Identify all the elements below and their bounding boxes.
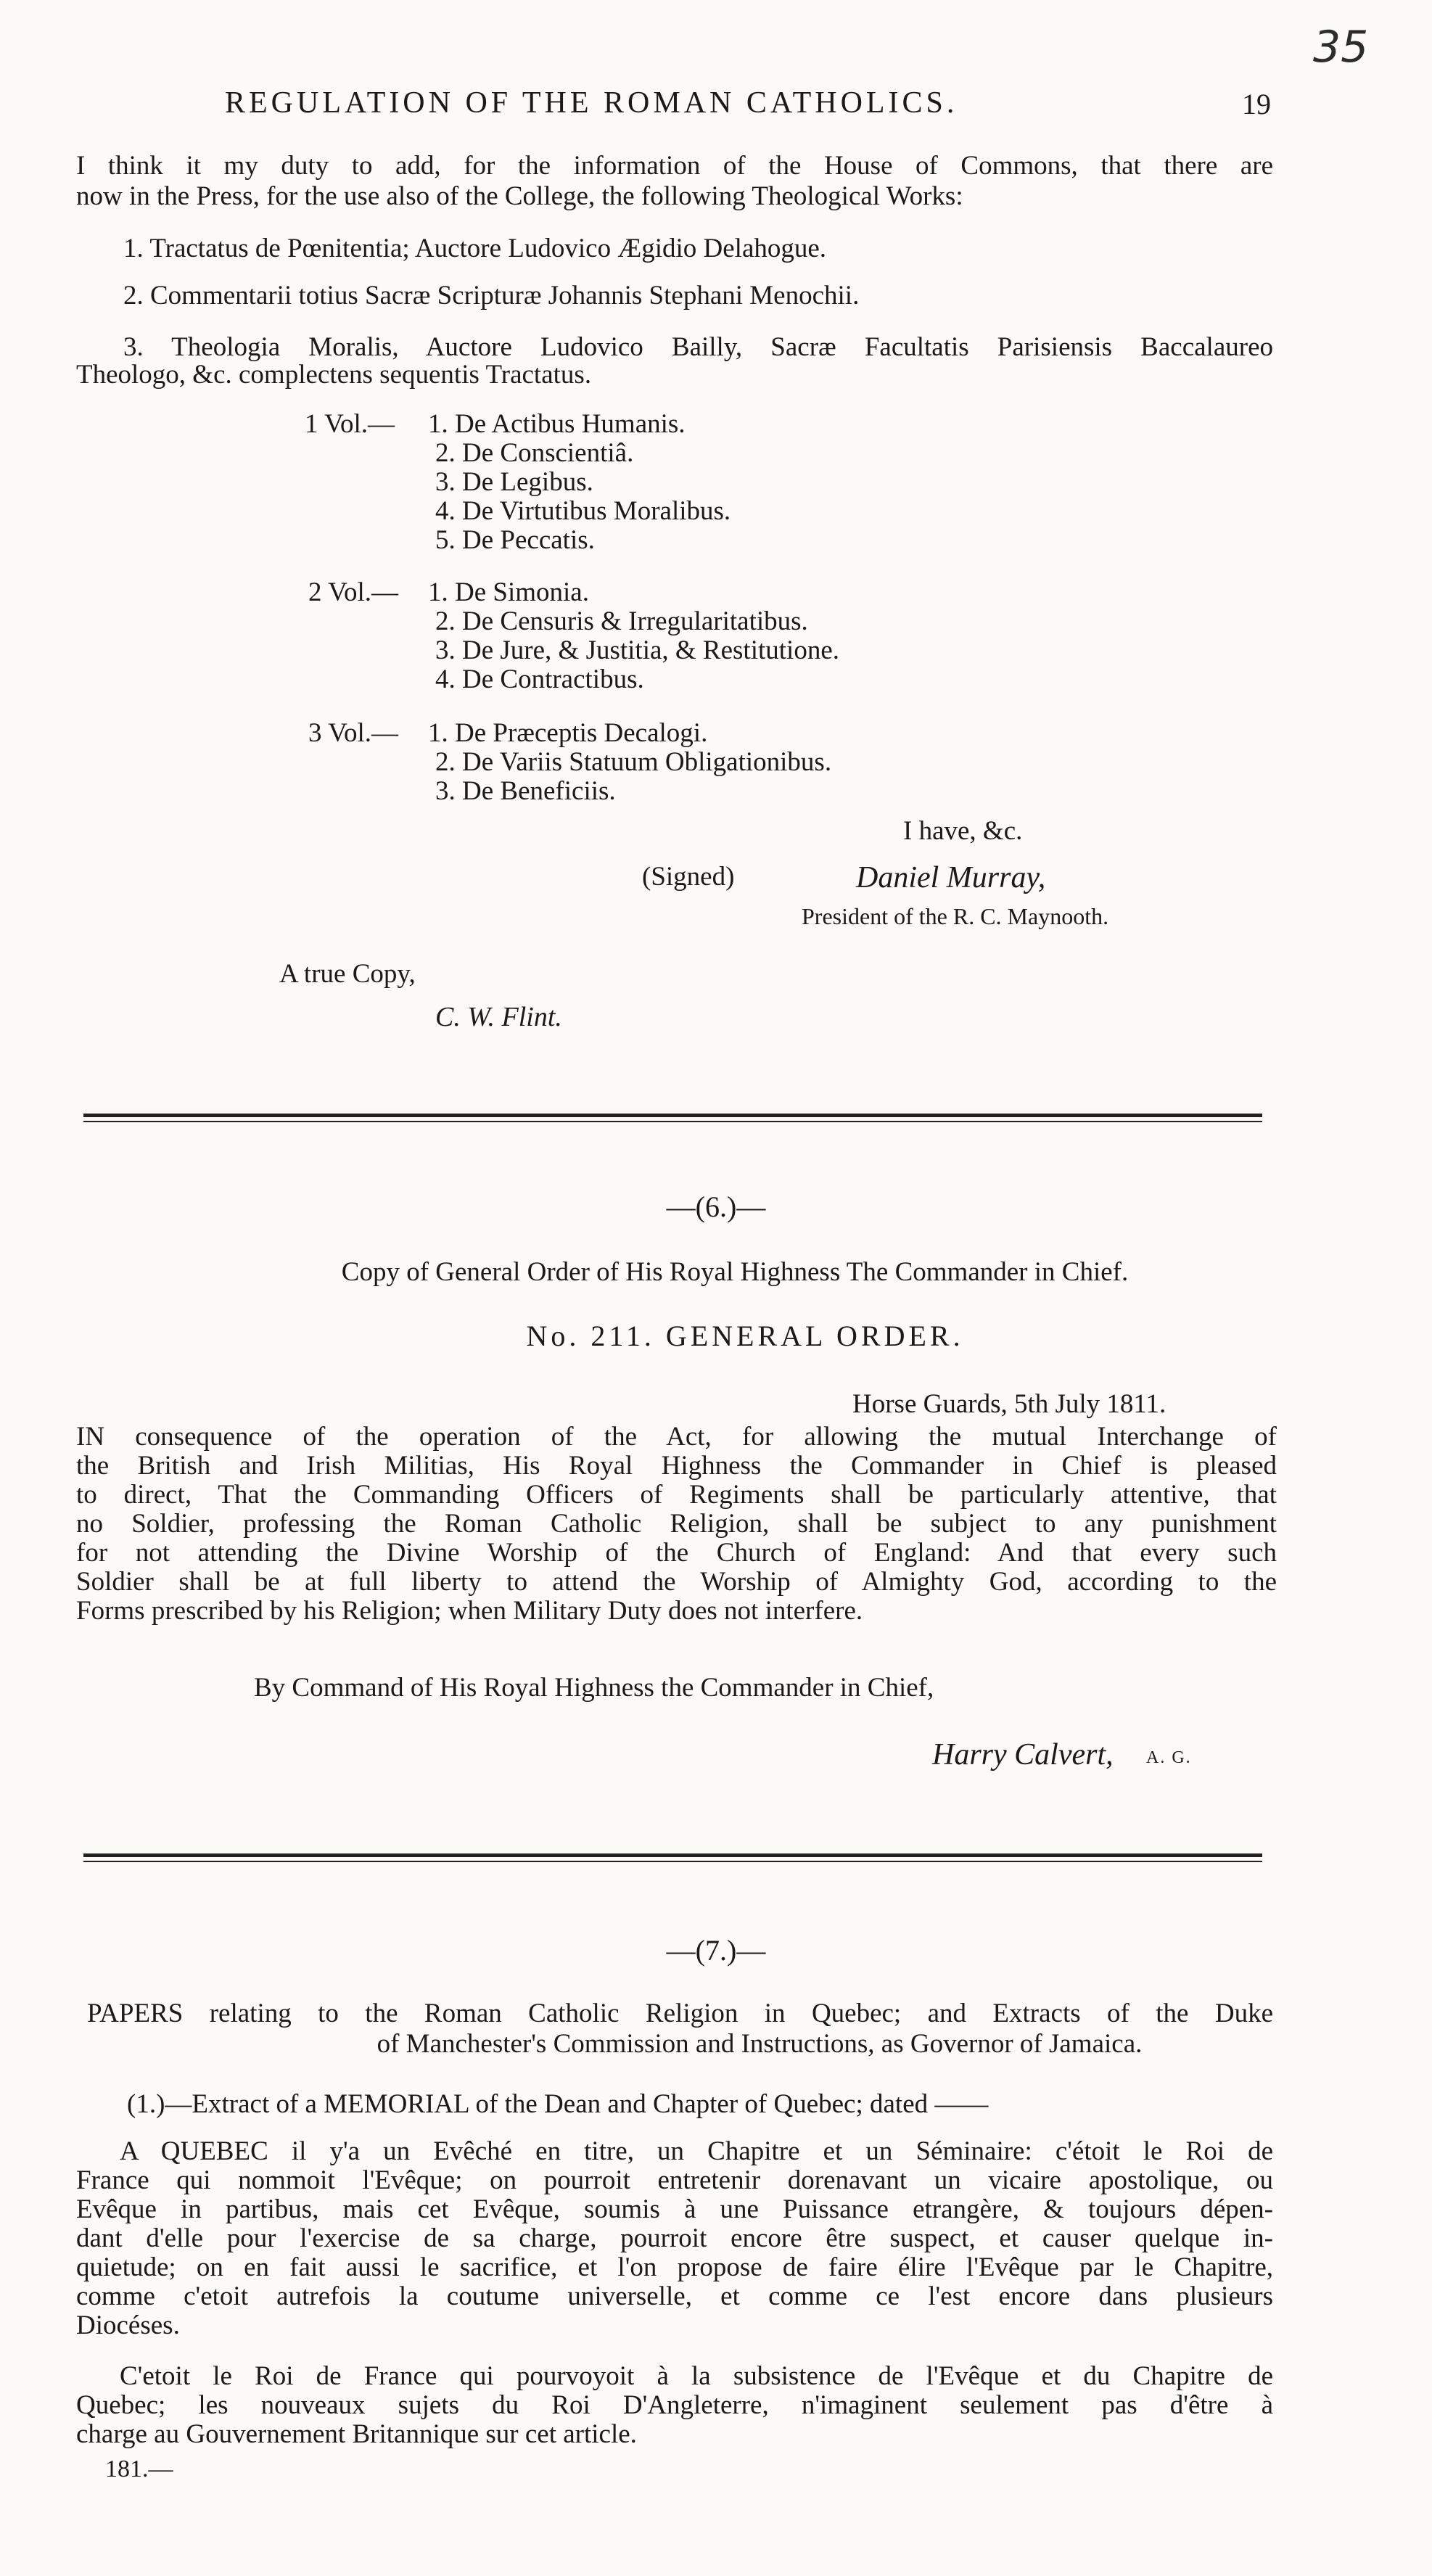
work-item-2: 2. Commentarii totius Sacræ Scripturæ Johannis Stephani Menochii. — [123, 281, 860, 310]
memorial-para-1-line-7: Diocéses. — [76, 2310, 180, 2340]
volume-1-tract-2: 2. De Conscientiâ. — [435, 438, 634, 468]
memorial-para-2-line-2: Quebec; les nouveaux sujets du Roi D'Angleterre, n'imaginent seulement pas d'être à — [76, 2390, 1273, 2420]
signed-label: (Signed) — [642, 862, 735, 892]
volume-2-tract-4: 4. De Contractibus. — [435, 664, 644, 694]
section-divider-bottom — [83, 1121, 1262, 1122]
volume-1-tract-3: 3. De Legibus. — [435, 467, 593, 497]
volume-1-tract-5: 5. De Peccatis. — [435, 525, 595, 555]
signer-title: President of the R. C. Maynooth. — [802, 903, 1109, 929]
closing-salutation: I have, &c. — [903, 816, 1023, 846]
signer-name: Daniel Murray, — [856, 861, 1046, 894]
running-title: REGULATION OF THE ROMAN CATHOLICS. — [225, 86, 958, 120]
volume-label-2: 2 Vol.— — [308, 577, 399, 607]
intro-line-1: I think it my duty to add, for the information of the House of Commons, that there are — [76, 151, 1273, 181]
section-6-number: —(6.)— — [666, 1190, 766, 1223]
order-body-line-4: no Soldier, professing the Roman Catholic Religion, shall be subject to any punishment — [76, 1509, 1277, 1539]
order-body-line-1: IN consequence of the operation of the Act, for allowing the mutual Interchange of — [76, 1422, 1277, 1452]
section-7-heading-line-1: PAPERS relating to the Roman Catholic Religion in Quebec; and Extracts of the Duke — [87, 1999, 1273, 2028]
section-7-number: —(7.)— — [666, 1934, 766, 1967]
order-body-line-3: to direct, That the Commanding Officers of Regiments shall be particularly attentive, that — [76, 1480, 1277, 1510]
order-body-line-7: Forms prescribed by his Religion; when Military Duty does not interfere. — [76, 1596, 863, 1626]
memorial-para-1-line-1: A QUEBEC il y'a un Evêché en titre, un Chapitre et un Séminaire: c'étoit le Roi de — [120, 2136, 1273, 2166]
order-body-line-6: Soldier shall be at full liberty to attend the Worship of Almighty God, according to the — [76, 1567, 1277, 1597]
volume-1-tract-1: 1. De Actibus Humanis. — [428, 409, 686, 439]
volume-3-tract-1: 1. De Præceptis Decalogi. — [428, 718, 708, 748]
memorial-para-1-line-6: comme c'etoit autrefois la coutume universelle, et comme ce l'est encore dans plusieurs — [76, 2281, 1273, 2311]
order-signer-suffix: A. G. — [1146, 1748, 1192, 1767]
volume-2-tract-1: 1. De Simonia. — [428, 577, 589, 607]
work-item-3: 3. Theologia Moralis, Auctore Ludovico Bailly, Sacræ Facultatis Parisiensis Baccalaureo — [123, 332, 1273, 362]
volume-2-tract-3: 3. De Jure, & Justitia, & Restitutione. — [435, 635, 840, 665]
volume-label-1: 1 Vol.— — [305, 409, 395, 439]
pencil-folio-number: 35 — [1313, 22, 1369, 73]
copy-attestor-name: C. W. Flint. — [435, 1002, 562, 1032]
memorial-para-1-line-3: Evêque in partibus, mais cet Evêque, soumis à une Puissance etrangère, & toujours dépen- — [76, 2194, 1273, 2224]
page-number: 19 — [1242, 88, 1271, 120]
memorial-para-2-line-3: charge au Gouvernement Britannique sur cet article. — [76, 2419, 637, 2449]
general-order-title: No. 211. GENERAL ORDER. — [526, 1320, 964, 1352]
work-item-3-continued: Theologo, &c. complectens sequentis Tractatus. — [76, 360, 592, 390]
order-body-line-5: for not attending the Divine Worship of the Church of England: And that every such — [76, 1538, 1277, 1568]
memorial-para-1-line-4: dant d'elle pour l'exercise de sa charge, pourroit encore être suspect, et causer quelque in- — [76, 2223, 1273, 2253]
volume-2-tract-2: 2. De Censuris & Irregularitatibus. — [435, 606, 808, 636]
memorial-para-1-line-5: quietude; on en fait aussi le sacrifice, et l'on propose de faire élire l'Evêque par le Chapitre, — [76, 2252, 1273, 2282]
volume-3-tract-2: 2. De Variis Statuum Obligationibus. — [435, 747, 832, 777]
order-signer-name: Harry Calvert, — [932, 1738, 1114, 1771]
section-divider-2-bottom — [83, 1861, 1262, 1862]
memorial-para-1-line-2: France qui nommoit l'Evêque; on pourroit entretenir dorenavant un vicaire apostolique, ou — [76, 2165, 1273, 2195]
intro-line-2: now in the Press, for the use also of the College, the following Theological Works: — [76, 181, 963, 211]
true-copy-label: A true Copy, — [279, 959, 416, 989]
work-item-1: 1. Tractatus de Pœnitentia; Auctore Ludovico Ægidio Delahogue. — [123, 234, 827, 263]
section-divider-top — [83, 1114, 1262, 1117]
extract-title: (1.)—Extract of a MEMORIAL of the Dean and Chapter of Quebec; dated —— — [127, 2089, 989, 2119]
section-divider-2-top — [83, 1853, 1262, 1857]
memorial-para-2-line-1: C'etoit le Roi de France qui pourvoyoit à la subsistence de l'Evêque et du Chapitre de — [120, 2361, 1273, 2391]
volume-3-tract-3: 3. De Beneficiis. — [435, 776, 616, 806]
section-6-heading: Copy of General Order of His Royal Highness The Commander in Chief. — [341, 1257, 1129, 1287]
volume-label-3: 3 Vol.— — [308, 718, 399, 748]
signature-mark: 181.— — [105, 2456, 173, 2482]
order-place-date: Horse Guards, 5th July 1811. — [852, 1389, 1166, 1419]
section-7-heading-line-2: of Manchester's Commission and Instructions, as Governor of Jamaica. — [376, 2029, 1143, 2059]
volume-1-tract-4: 4. De Virtutibus Moralibus. — [435, 496, 731, 526]
order-body-line-2: the British and Irish Militias, His Royal Highness the Commander in Chief is pleased — [76, 1451, 1277, 1481]
by-command-line: By Command of His Royal Highness the Commander in Chief, — [254, 1673, 934, 1703]
